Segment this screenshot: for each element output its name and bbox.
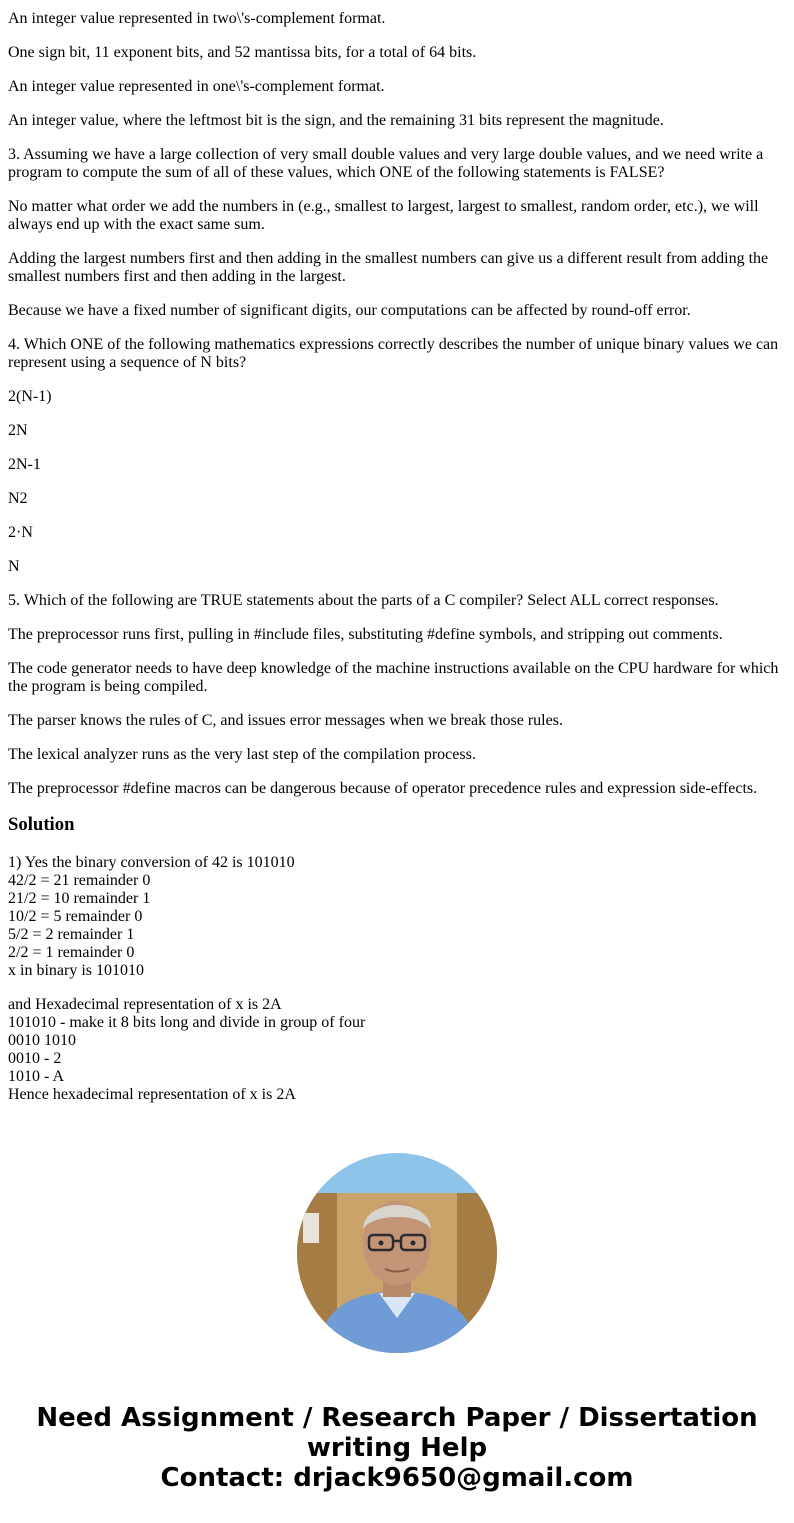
question-4: 4. Which ONE of the following mathematics expressions correctly describes the number of unique binary values we can represent using a sequence of N bits?	[8, 336, 779, 371]
solution-line: Hence hexadecimal representation of x is 2A	[8, 1086, 296, 1103]
answer-option: An integer value represented in two\'s-complement format.	[8, 10, 386, 27]
promo-line: Need Assignment / Research Paper / Dissertation	[36, 1403, 758, 1433]
answer-option: Because we have a fixed number of significant digits, our computations can be affected by round-off error.	[8, 302, 691, 319]
answer-option: An integer value, where the leftmost bit is the sign, and the remaining 31 bits represent the magnitude.	[8, 112, 664, 129]
solution-line: 0010 1010	[8, 1032, 76, 1049]
solution-line: 21/2 = 10 remainder 1	[8, 890, 151, 907]
solution-hex-block	[8, 996, 786, 1104]
answer-option: N2	[8, 490, 28, 507]
promo-banner	[0, 1403, 794, 1493]
author-avatar	[297, 1153, 497, 1353]
solution-line: 1010 - A	[8, 1068, 64, 1085]
solution-line: 2/2 = 1 remainder 0	[8, 944, 135, 961]
answer-option: 2N-1	[8, 456, 41, 473]
answer-option: 2·N	[8, 524, 33, 541]
answer-option: The parser knows the rules of C, and issues error messages when we break those rules.	[8, 712, 563, 729]
answer-option: No matter what order we add the numbers in (e.g., smallest to largest, largest to smallest, random order, etc.), we will always end up with the exact same sum.	[8, 198, 759, 233]
document-body	[8, 10, 786, 1120]
solution-line: 1) Yes the binary conversion of 42 is 101010	[8, 854, 295, 871]
promo-contact: Contact: drjack9650@gmail.com	[160, 1463, 634, 1493]
question-3: 3. Assuming we have a large collection of very small double values and very large double values, and we need write a program to compute the sum of all of these values, which ONE of the following statements is FALSE?	[8, 146, 764, 181]
solution-line: 101010 - make it 8 bits long and divide in group of four	[8, 1014, 366, 1031]
solution-heading: Solution	[8, 814, 75, 835]
question-5: 5. Which of the following are TRUE statements about the parts of a C compiler? Select ALL correct responses.	[8, 592, 719, 609]
answer-option: Adding the largest numbers first and then adding in the smallest numbers can give us a different result from adding the smallest numbers first and then adding in the largest.	[8, 250, 769, 285]
answer-option: An integer value represented in one\'s-complement format.	[8, 78, 385, 95]
solution-line: 0010 - 2	[8, 1050, 62, 1067]
answer-option: The code generator needs to have deep knowledge of the machine instructions available on the CPU hardware for which the program is being compiled.	[8, 660, 779, 695]
solution-line: and Hexadecimal representation of x is 2A	[8, 996, 282, 1013]
answer-option: The preprocessor runs first, pulling in #include files, substituting #define symbols, and stripping out comments.	[8, 626, 723, 643]
answer-option: 2(N-1)	[8, 388, 52, 405]
answer-option: The lexical analyzer runs as the very last step of the compilation process.	[8, 746, 476, 763]
solution-binary-block	[8, 854, 786, 980]
solution-line: 42/2 = 21 remainder 0	[8, 872, 151, 889]
author-portrait	[297, 1153, 497, 1353]
solution-line: x in binary is 101010	[8, 962, 144, 979]
solution-line: 5/2 = 2 remainder 1	[8, 926, 135, 943]
answer-option: The preprocessor #define macros can be dangerous because of operator precedence rules and expression side-effects.	[8, 780, 758, 797]
promo-line: writing Help	[306, 1433, 488, 1463]
answer-option: 2N	[8, 422, 28, 439]
answer-option: N	[8, 558, 20, 575]
solution-line: 10/2 = 5 remainder 0	[8, 908, 143, 925]
answer-option: One sign bit, 11 exponent bits, and 52 mantissa bits, for a total of 64 bits.	[8, 44, 477, 61]
